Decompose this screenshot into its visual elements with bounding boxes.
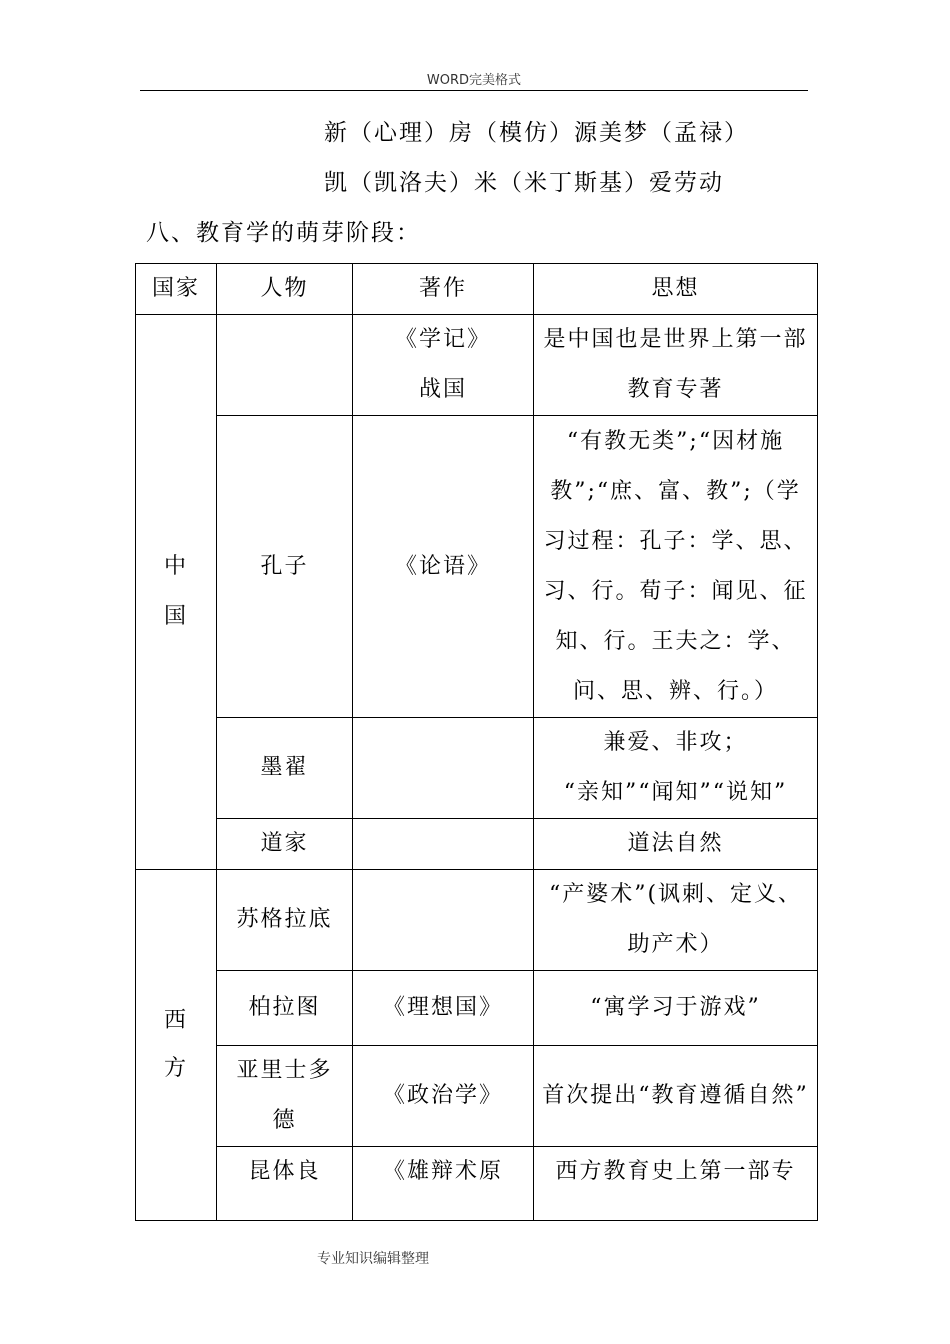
section-title: 八、教育学的萌芽阶段： bbox=[146, 220, 421, 246]
header-work: 著作 bbox=[353, 264, 534, 315]
table-row bbox=[136, 971, 818, 1046]
country-cell: 中国 bbox=[136, 315, 217, 870]
table-row bbox=[136, 416, 818, 718]
work-cell: 《政治学》 bbox=[353, 1046, 534, 1147]
mnemonic-line-2: 凯（凯洛夫）米（米丁斯基）爱劳动 bbox=[324, 170, 724, 196]
work-cell bbox=[353, 718, 534, 819]
person-cell: 亚里士多德 bbox=[217, 1046, 353, 1147]
table-row bbox=[136, 315, 818, 416]
thought-line: “亲知”“闻知”“说知” bbox=[563, 780, 788, 805]
work-cell: 《雄辩术原 bbox=[353, 1147, 534, 1221]
work-cell bbox=[353, 870, 534, 971]
person-cell: 苏格拉底 bbox=[217, 870, 353, 971]
person-cell: 昆体良 bbox=[217, 1147, 353, 1221]
header-person: 人物 bbox=[217, 264, 353, 315]
thought-cell: 是中国也是世界上第一部教育专著 bbox=[534, 315, 818, 416]
thought-cell: 首次提出“教育遵循自然” bbox=[534, 1046, 818, 1147]
person-cell: 孔子 bbox=[217, 416, 353, 718]
thought-cell: “有教无类”;“因材施教”;“庶、富、教”;（学习过程：孔子：学、思、习、行。荀子：闻见、征知、行。王夫之：学、问、思、辨、行。） bbox=[534, 416, 818, 718]
table-row bbox=[136, 1147, 818, 1221]
page-header: WORD完美格式 bbox=[140, 72, 808, 91]
thought-cell: “产婆术”(讽刺、定义、助产术） bbox=[534, 870, 818, 971]
thought-cell: 道法自然 bbox=[534, 819, 818, 870]
table-row bbox=[136, 718, 818, 819]
person-cell bbox=[217, 315, 353, 416]
page-footer: 专业知识编辑整理 bbox=[317, 1251, 429, 1267]
table-row bbox=[136, 1046, 818, 1147]
work-cell: 《论语》 bbox=[353, 416, 534, 718]
person-cell: 柏拉图 bbox=[217, 971, 353, 1046]
work-cell: 《理想国》 bbox=[353, 971, 534, 1046]
header-country: 国家 bbox=[136, 264, 217, 315]
thought-cell: 西方教育史上第一部专 bbox=[534, 1147, 818, 1221]
table-row bbox=[136, 819, 818, 870]
person-cell: 墨翟 bbox=[217, 718, 353, 819]
country-cell: 西方 bbox=[136, 870, 217, 1221]
mnemonic-line-1: 新（心理）房（模仿）源美梦（孟禄） bbox=[324, 120, 749, 146]
thought-cell bbox=[534, 718, 818, 819]
thought-line: 兼爱、非攻； bbox=[603, 730, 748, 755]
thought-cell: “寓学习于游戏” bbox=[534, 971, 818, 1046]
table-header-row bbox=[136, 264, 818, 315]
work-cell: 《学记》战国 bbox=[353, 315, 534, 416]
education-table bbox=[135, 263, 818, 1221]
table-row bbox=[136, 870, 818, 971]
header-thought: 思想 bbox=[534, 264, 818, 315]
work-cell bbox=[353, 819, 534, 870]
person-cell: 道家 bbox=[217, 819, 353, 870]
